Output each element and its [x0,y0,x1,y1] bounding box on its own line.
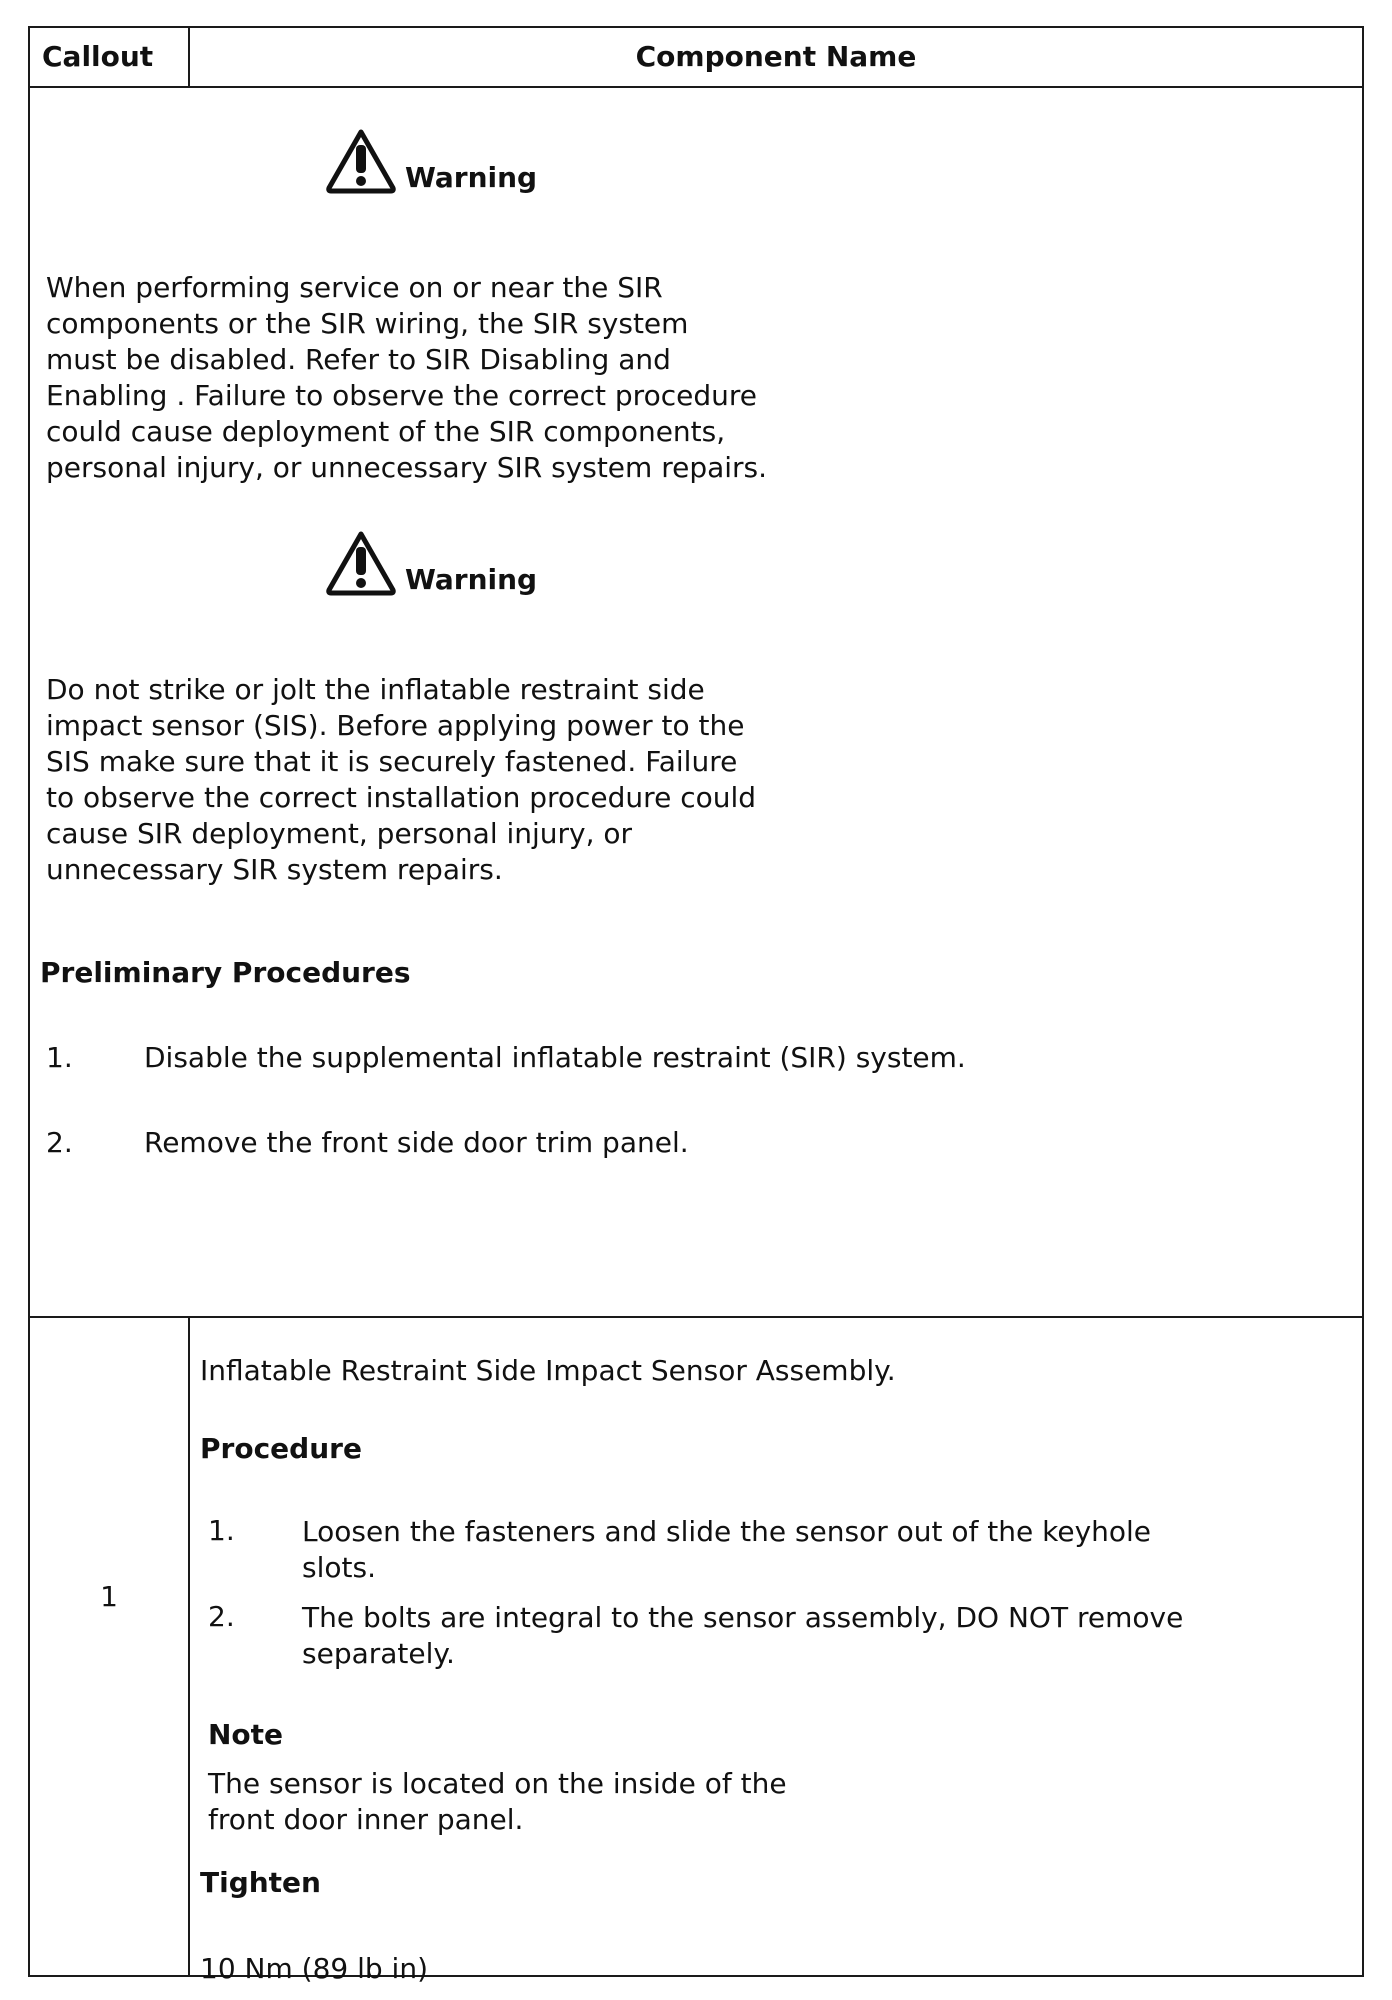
step-number: 2. [46,1126,73,1159]
note-text: The sensor is located on the inside of the front door inner panel. [208,1767,787,1836]
warning-label: Warning [405,563,538,596]
warning-triangle-icon [325,128,397,194]
tighten-heading: Tighten [200,1866,321,1899]
table-header [30,28,1362,88]
step-text: Disable the supplemental inflatable restraint (SIR) system. [144,1041,966,1074]
step-number: 2. [208,1600,235,1633]
preliminary-row [30,88,1362,1318]
procedure-step-1 [208,1514,1208,1586]
warning-heading-1 [325,128,537,194]
warning-triangle-icon [325,530,397,596]
component-name: Inflatable Restraint Side Impact Sensor Assembly. [200,1354,896,1387]
step-text: The bolts are integral to the sensor assembly, DO NOT remove separately. [302,1601,1184,1670]
warning-heading-2 [325,530,537,596]
preliminary-step-2 [46,1126,689,1159]
preliminary-procedures-heading: Preliminary Procedures [40,956,411,989]
procedure-step-2 [208,1600,1208,1672]
procedure-table [28,26,1364,1985]
step-text: Remove the front side door trim panel. [144,1126,689,1159]
component-row [30,1318,1362,1985]
warning-text-1: When performing service on or near the SIR components or the SIR wiring, the SIR system must be disabled. Refer to SIR Disabling and Enabling . Failure to observe the correct procedure could cause deployment of the SIR components, personal injury, or unnecessary SIR system repairs. [46,271,768,484]
callout-number: 1 [100,1580,118,1613]
warning-label: Warning [405,161,538,194]
procedure-heading: Procedure [200,1432,362,1465]
callout-cell [30,1318,190,1975]
step-number: 1. [46,1041,73,1074]
component-name-column-header: Component Name [635,40,917,73]
step-number: 1. [208,1514,235,1547]
warning-text-2: Do not strike or jolt the inflatable restraint side impact sensor (SIS). Before applying power to the SIS make sure that it is securely fastened. Failure to observe the correct installation procedure could cause SIR deployment, personal injury, or unnecessary SIR system repairs. [46,673,757,886]
step-text: Loosen the fasteners and slide the sensor out of the keyhole slots. [302,1515,1152,1584]
tighten-value: 10 Nm (89 lb in) [200,1952,429,1985]
callout-column-header: Callout [30,28,190,86]
preliminary-step-1 [46,1041,966,1074]
note-heading: Note [208,1718,284,1751]
